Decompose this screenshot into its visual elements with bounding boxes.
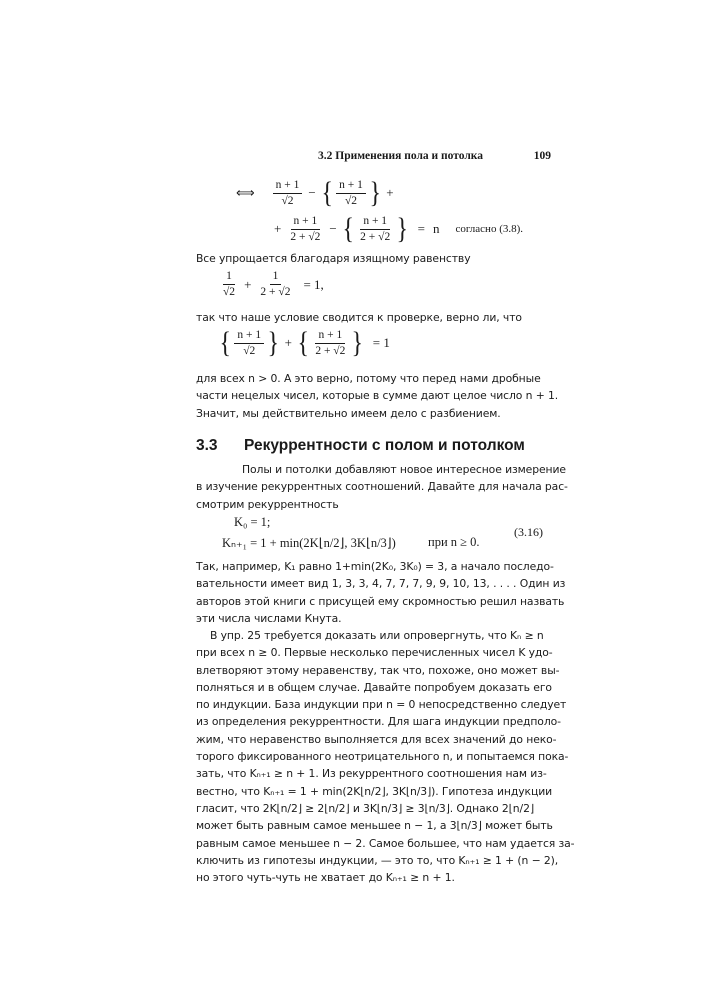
fraction: $\frac{n + 1}{2 + √2}$ [315,328,346,357]
paragraph-2: так что наше условие сводится к проверке, верно ли, что [196,311,522,324]
equation-3: { $\frac{n + 1}{√2}$ } + { $\frac{n + 1}{2 + √2}$ } = 1 [219,326,390,359]
fraction: $\frac{n + 1}{2 + √2}$ [360,214,391,243]
fraction: $\frac{n + 1}{√2}$ [336,179,366,208]
fraction: $\frac{n + 1}{√2}$ [234,329,264,358]
running-head-section: 3.2 Применения пола и потолка [318,150,484,162]
fraction: $\frac{1}{2 + √2}$ [260,270,291,298]
section-number: 3.3 [196,437,218,454]
fraction: $\frac{n + 1}{2 + √2}$ [290,214,321,243]
equation-2: $\frac{1}{√2}$ + $\frac{1}{2 + √2}$ = 1, [218,270,328,299]
paragraph-5: Так, например, K₁ равно 1+min(2K₀, 3K₀) = 3, а начало последо- вательности имеет вид 1, 3, 3, 4, 7, 7, 7, 9, 9, 10, 13, . . . . Один из авторов этой книги с присущей ему скромностью решил назвать эти числа числами Кнута. [196,560,566,625]
section-title: Рекуррентности с полом и потолком [244,437,525,454]
recurrence-line-1: K₀ = 1; [234,515,271,529]
iff-symbol: ⟺ [236,185,255,200]
section-heading [196,437,525,455]
equation-note: согласно (3.8). [455,223,524,235]
paragraph-4: Полы и потолки добавляют новое интересное измерение в изучение рекуррентных соотношений. Давайте для начала рас- смотрим рекуррентность [196,463,568,511]
recurrence-line-2: Kₙ₊₁ = 1 + min(2K⌊n/2⌋, 3K⌊n/3⌋) [222,536,396,550]
fraction: $\frac{n + 1}{√2}$ [273,179,303,208]
equation-tag: (3.16) [514,525,543,539]
equation-1-line-2: + $\frac{n + 1}{2 + √2}$ − { $\frac{n + 1}{2 + √2}$ } = n согласно (3.8). [274,212,524,245]
recurrence-condition: при n ≥ 0. [428,535,480,549]
paragraph-1: Все упрощается благодаря изящному равенству [196,252,471,265]
page-number: 109 [533,150,551,162]
paragraph-6: В упр. 25 требуется доказать или опровергнуть, что Kₙ ≥ n при всех n ≥ 0. Первые несколько перечисленных чисел K удо- влетворяют этому неравенству, так что, похоже, оно может вы- полняться и в общем случае. Давайте попробуем доказать его по индукции. База индукции при n = 0 непосредственно следует из определения рекуррентности. Для шага индукции предполо- жим, что неравенство выполняется для всех значений до неко- торого фиксированного неотрицательного n, и попытаемся пока- зать, что Kₙ₊₁ ≥ n + 1. Из рекуррентного соотношения нам из- вестно, что Kₙ₊₁ = 1 + min(2K⌊n/2⌋, 3K⌊n/3⌋). Гипотеза индукции гласит, что 2K⌊n/2⌋ ≥ 2⌊n/2⌋ и 3K⌊n/3⌋ ≥ 3⌊n/3⌋. Однако 2⌊n/2⌋ может быть равным самое меньшее n − 1, а 3⌊n/3⌋ может быть равным самое меньшее n − 2. Самое большее, что нам удается за- ключить из гипотезы индукции, — это то, что Kₙ₊₁ ≥ 1 + (n − 2), но этого чуть-чуть не хватает до Kₙ₊₁ ≥ n + 1. [196,629,575,885]
paragraph-3: для всех n > 0. А это верно, потому что перед нами дробные части нецелых чисел, которые в сумме дают целое число n + 1. Значит, мы действительно имеем дело с разбиением. [196,372,559,420]
fraction: $\frac{1}{√2}$ [223,270,236,298]
equation-1-line-1: ⟺ $\frac{n + 1}{√2}$ − { $\frac{n + 1}{√2}$ } + [236,176,394,209]
